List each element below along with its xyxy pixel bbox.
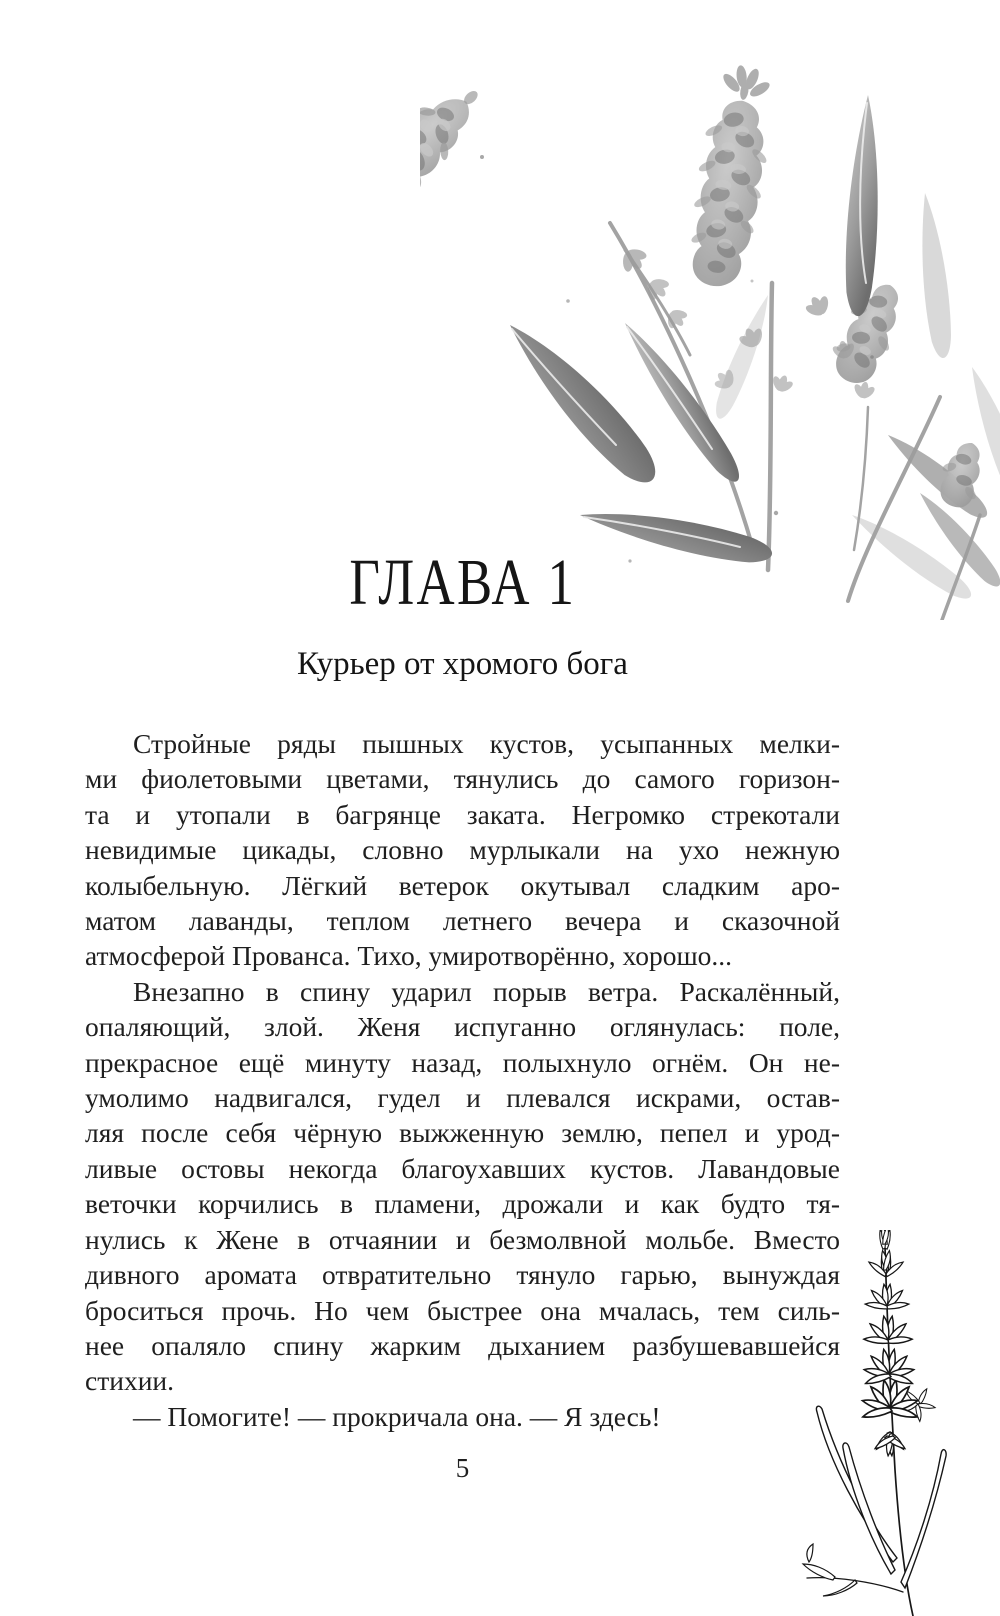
text-line: дивного аромата отвратительно тянуло гарью, вынуждая [85, 1259, 840, 1291]
text-line: броситься прочь. Но чем быстрее она мчалась, тем силь- [85, 1294, 840, 1326]
text-line: нее опаляло спину жарким дыханием разбушевавшейся [85, 1329, 840, 1361]
text-line: невидимые цикады, словно мурлыкали на ухо нежную [85, 834, 840, 866]
body-text [85, 726, 840, 1434]
text-line: колыбельную. Лёгкий ветерок окутывал сладким аро- [85, 869, 840, 901]
text-line: умолимо надвигался, гудел и плевался искрами, остав- [85, 1082, 840, 1114]
chapter-title [85, 546, 840, 619]
chapter-subtitle: Курьер от хромого бога [297, 646, 628, 682]
text-line: та и утопали в багрянце заката. Негромко стрекотали [85, 798, 840, 830]
text-line: Стройные ряды пышных кустов, усыпанных мелки- [133, 728, 840, 759]
text-line: опаляющий, злой. Женя испуганно оглянулась: поле, [85, 1011, 840, 1043]
text-line: матом лаванды, теплом летнего вечера и сказочной [85, 905, 840, 937]
text-line: стихии. [85, 1365, 174, 1397]
text-line: ливые остовы некогда благоухавших кустов. Лавандовые [85, 1152, 840, 1184]
text-line: веточки корчились в пламени, дрожали и как будто тя- [85, 1188, 840, 1220]
text-line: ляя после себя чёрную выжженную землю, пепел и урод- [85, 1117, 840, 1149]
text-line: прекрасное ещё минуту назад, полыхнуло огнём. Он не- [85, 1046, 840, 1078]
text-line: — Помогите! — прокричала она. — Я здесь! [133, 1400, 661, 1432]
text-line: атмосферой Прованса. Тихо, умиротворённо, хорошо... [85, 940, 733, 972]
chapter-title-text: ГЛАВА 1 [349, 546, 576, 619]
lavender-ink-illustration [795, 1230, 1000, 1616]
text-line: ми фиолетовыми цветами, тянулись до самого горизон- [85, 763, 840, 795]
lavender-watercolor-illustration [420, 45, 1000, 620]
text-line: Внезапно в спину ударил порыв ветра. Раскалённый, [133, 975, 840, 1007]
text-line: нулись к Жене в отчаянии и безмолвной мольбе. Вместо [85, 1223, 840, 1255]
page-number: 5 [455, 1453, 470, 1483]
